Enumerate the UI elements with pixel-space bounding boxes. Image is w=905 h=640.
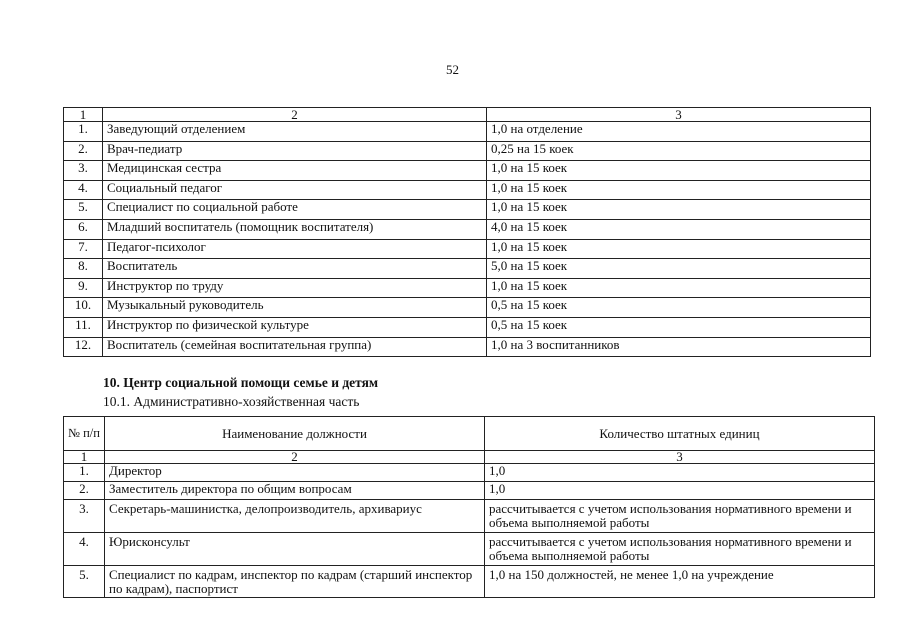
table-row <box>64 161 871 181</box>
position-name: Социальный педагог <box>103 180 487 200</box>
row-number: 10. <box>64 298 103 318</box>
header-cell: 2 <box>103 108 487 122</box>
position-quantity: 0,5 на 15 коек <box>487 317 871 337</box>
position-quantity: 1,0 на 15 коек <box>487 161 871 181</box>
subsection-heading: 10.1. Административно-хозяйственная часть <box>103 394 360 409</box>
position-quantity: 1,0 на 3 воспитанников <box>487 337 871 357</box>
position-quantity: 1,0 на 150 должностей, не менее 1,0 на учреждение <box>485 566 875 598</box>
table-header-row <box>64 108 871 122</box>
row-number: 4. <box>64 533 105 566</box>
column-header-position: Наименование должности <box>105 417 485 451</box>
row-number: 5. <box>64 200 103 220</box>
table-row <box>64 180 871 200</box>
position-quantity: 1,0 на 15 коек <box>487 180 871 200</box>
table-row <box>64 259 871 279</box>
position-quantity: 1,0 на 15 коек <box>487 278 871 298</box>
header-cell: 3 <box>487 108 871 122</box>
table-row <box>64 533 875 566</box>
row-number: 12. <box>64 337 103 357</box>
position-quantity: 1,0 на 15 коек <box>487 200 871 220</box>
table-row <box>64 278 871 298</box>
position-name: Младший воспитатель (помощник воспитателя) <box>103 219 487 239</box>
table-row <box>64 482 875 500</box>
position-name: Заведующий отделением <box>103 122 487 142</box>
row-number: 1. <box>64 464 105 482</box>
position-name: Секретарь-машинистка, делопроизводитель, архивариус <box>105 500 485 533</box>
position-quantity: рассчитывается с учетом использования нормативного времени и объема выполняемой работы <box>485 533 875 566</box>
position-quantity: рассчитывается с учетом использования нормативного времени и объема выполняемой работы <box>485 500 875 533</box>
table-row <box>64 200 871 220</box>
header-cell: 1 <box>64 451 105 464</box>
section-heading: 10. Центр социальной помощи семье и детям <box>103 375 379 390</box>
table-column-headers <box>64 417 875 451</box>
table-row <box>64 122 871 142</box>
row-number: 9. <box>64 278 103 298</box>
position-name: Юрисконсульт <box>105 533 485 566</box>
row-number: 2. <box>64 141 103 161</box>
position-quantity: 1,0 <box>485 482 875 500</box>
position-quantity: 1,0 на 15 коек <box>487 239 871 259</box>
table-header-row <box>64 451 875 464</box>
table-row <box>64 317 871 337</box>
page-number: 52 <box>446 62 459 77</box>
header-cell: 2 <box>105 451 485 464</box>
staffing-table-1 <box>63 107 871 357</box>
row-number: 3. <box>64 161 103 181</box>
position-name: Медицинская сестра <box>103 161 487 181</box>
position-name: Инструктор по труду <box>103 278 487 298</box>
row-number: 5. <box>64 566 105 598</box>
row-number: 6. <box>64 219 103 239</box>
position-quantity: 4,0 на 15 коек <box>487 219 871 239</box>
position-quantity: 0,5 на 15 коек <box>487 298 871 318</box>
row-number: 11. <box>64 317 103 337</box>
position-name: Педагог-психолог <box>103 239 487 259</box>
table-row <box>64 298 871 318</box>
header-cell: 1 <box>64 108 103 122</box>
position-quantity: 1,0 <box>485 464 875 482</box>
position-quantity: 1,0 на отделение <box>487 122 871 142</box>
row-number: 3. <box>64 500 105 533</box>
position-name: Музыкальный руководитель <box>103 298 487 318</box>
column-header-quantity: Количество штатных единиц <box>485 417 875 451</box>
table-row <box>64 141 871 161</box>
table-row <box>64 219 871 239</box>
row-number: 2. <box>64 482 105 500</box>
position-name: Врач-педиатр <box>103 141 487 161</box>
position-name: Заместитель директора по общим вопросам <box>105 482 485 500</box>
table-row <box>64 337 871 357</box>
row-number: 8. <box>64 259 103 279</box>
staffing-table-2 <box>63 416 875 598</box>
table-row <box>64 500 875 533</box>
column-header-number: № п/п <box>64 417 105 451</box>
table-row <box>64 239 871 259</box>
table-row <box>64 464 875 482</box>
row-number: 4. <box>64 180 103 200</box>
row-number: 7. <box>64 239 103 259</box>
position-name: Инструктор по физической культуре <box>103 317 487 337</box>
table-row <box>64 566 875 598</box>
position-name: Специалист по кадрам, инспектор по кадрам (старший инспектор по кадрам), паспортист <box>105 566 485 598</box>
header-cell: 3 <box>485 451 875 464</box>
position-name: Воспитатель <box>103 259 487 279</box>
position-quantity: 5,0 на 15 коек <box>487 259 871 279</box>
position-name: Специалист по социальной работе <box>103 200 487 220</box>
position-quantity: 0,25 на 15 коек <box>487 141 871 161</box>
row-number: 1. <box>64 122 103 142</box>
position-name: Директор <box>105 464 485 482</box>
position-name: Воспитатель (семейная воспитательная группа) <box>103 337 487 357</box>
